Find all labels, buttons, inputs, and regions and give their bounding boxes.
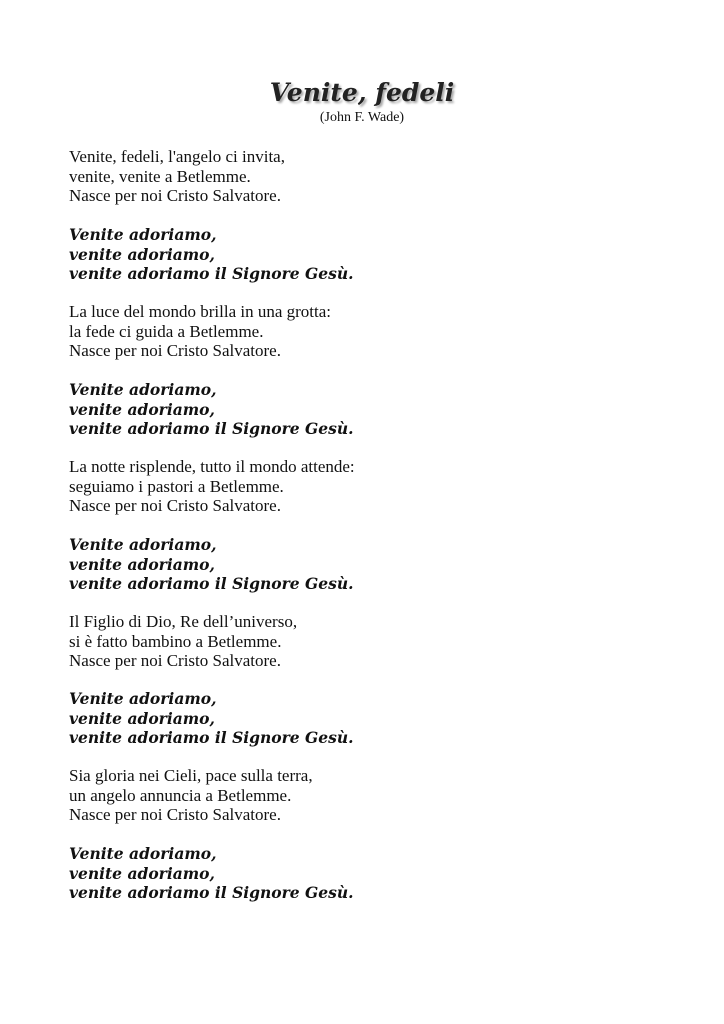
chorus-5: [69, 844, 669, 903]
chorus-line: venite adoriamo,: [69, 863, 215, 883]
verse-line: la fede ci guida a Betlemme.: [69, 321, 264, 341]
chorus-4: [69, 689, 669, 748]
verse-line: Nasce per noi Cristo Salvatore.: [69, 651, 281, 670]
chorus-line: Venite adoriamo,: [69, 535, 217, 554]
chorus-2: [69, 380, 669, 439]
chorus-line: venite adoriamo il Signore Gesù.: [69, 574, 354, 593]
verse-1: [69, 147, 669, 206]
chorus-line: Venite adoriamo,: [69, 844, 217, 863]
chorus-line: venite adoriamo il Signore Gesù.: [69, 728, 354, 747]
chorus-line: Venite adoriamo,: [69, 380, 217, 399]
verse-line: Nasce per noi Cristo Salvatore.: [69, 805, 281, 824]
chorus-1: [69, 225, 669, 284]
chorus-line: venite adoriamo,: [69, 554, 215, 574]
chorus-line: venite adoriamo il Signore Gesù.: [69, 883, 354, 902]
verse-line: venite, venite a Betlemme.: [69, 166, 251, 186]
verse-2: [69, 302, 669, 361]
chorus-line: Venite adoriamo,: [69, 689, 217, 708]
verse-line: La notte risplende, tutto il mondo attende:: [69, 457, 355, 476]
verse-line: si è fatto bambino a Betlemme.: [69, 631, 282, 651]
chorus-line: venite adoriamo il Signore Gesù.: [69, 419, 354, 438]
chorus-line: venite adoriamo,: [69, 708, 215, 728]
verse-line: Nasce per noi Cristo Salvatore.: [69, 186, 281, 205]
chorus-line: venite adoriamo il Signore Gesù.: [69, 264, 354, 283]
chorus-line: venite adoriamo,: [69, 399, 215, 419]
verse-line: Venite, fedeli, l'angelo ci invita,: [69, 147, 285, 166]
verse-line: Nasce per noi Cristo Salvatore.: [69, 341, 281, 360]
verse-line: seguiamo i pastori a Betlemme.: [69, 476, 284, 496]
chorus-3: [69, 535, 669, 594]
verse-line: un angelo annuncia a Betlemme.: [69, 785, 292, 805]
verse-line: La luce del mondo brilla in una grotta:: [69, 302, 332, 321]
chorus-line: Venite adoriamo,: [69, 225, 217, 244]
verse-5: [69, 766, 669, 825]
song-title: Venite, fedeli: [269, 78, 455, 107]
song-author: (John F. Wade): [319, 110, 405, 125]
verse-line: Nasce per noi Cristo Salvatore.: [69, 496, 281, 515]
verse-line: Sia gloria nei Cieli, pace sulla terra,: [69, 766, 313, 785]
verse-3: [69, 457, 669, 516]
chorus-line: venite adoriamo,: [69, 244, 215, 264]
verse-line: Il Figlio di Dio, Re dell’universo,: [69, 612, 298, 631]
verse-4: [69, 612, 669, 671]
